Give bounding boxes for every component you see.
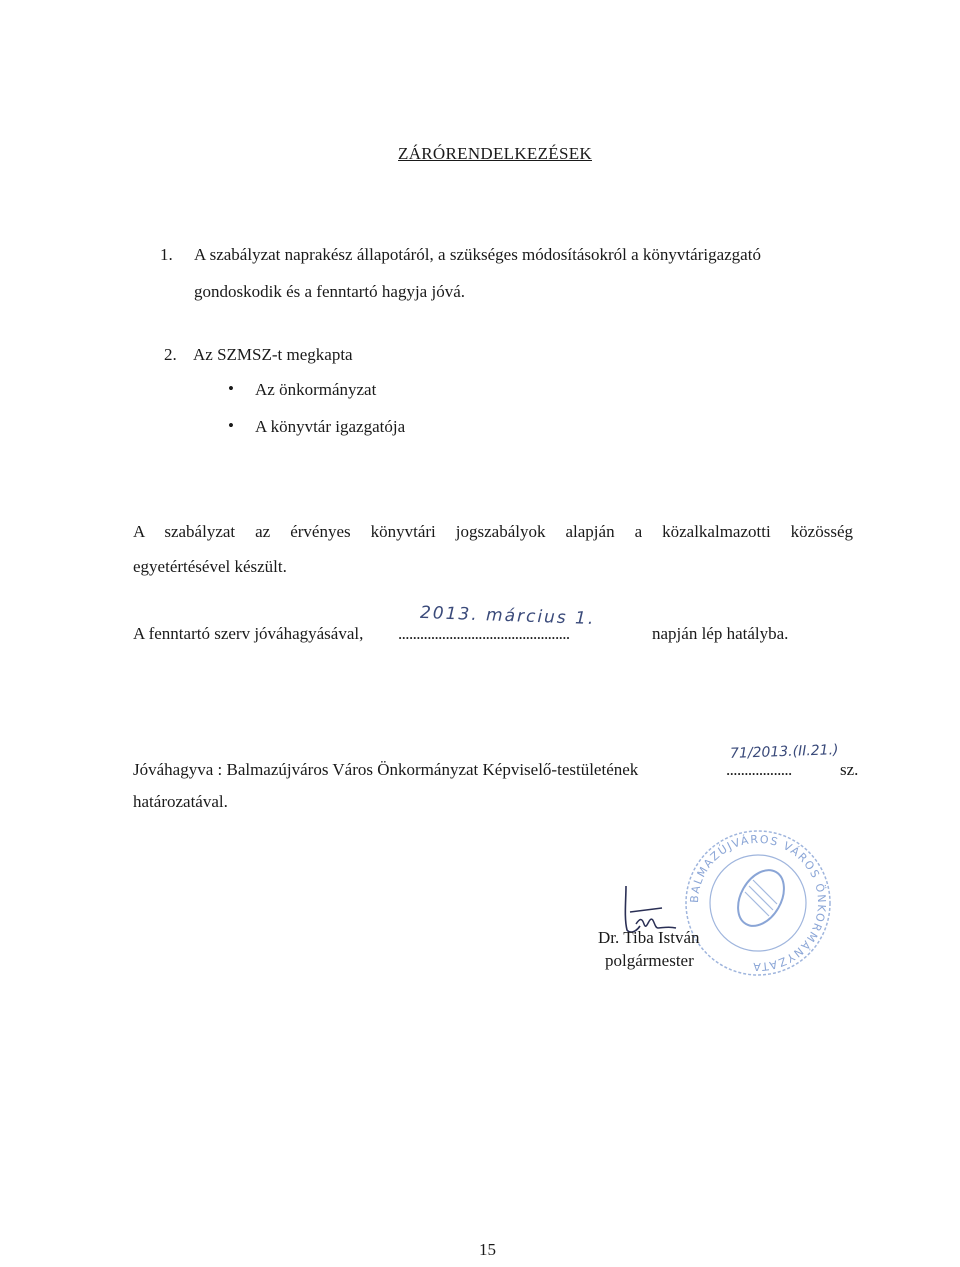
bullet-item-2: A könyvtár igazgatója <box>255 417 406 436</box>
approval-dots: .................. <box>726 760 792 779</box>
signatory-name: Dr. Tiba István <box>598 928 700 947</box>
bullet-dot-icon: • <box>228 416 234 435</box>
item-2-number: 2. <box>164 345 177 364</box>
paragraph-1-line-1: A szabályzat az érvényes könyvtári jogszabályok alapján a közalkalmazotti közösség <box>133 522 853 541</box>
handwritten-date: 2013. március 1. <box>419 602 596 630</box>
approval-line-1: Jóváhagyva : Balmazújváros Város Önkormányzat Képviselő-testületének <box>133 760 639 779</box>
approval-line-2: határozatával. <box>133 792 228 811</box>
item-1-line-1: A szabályzat naprakész állapotáról, a szükséges módosításokról a könyvtárigazgató <box>194 245 761 264</box>
effective-date-dots: ............................................... <box>398 624 570 643</box>
page-title: ZÁRÓRENDELKEZÉSEK <box>398 144 592 163</box>
official-stamp <box>683 828 833 978</box>
effective-date-prefix: A fenntartó szerv jóváhagyásával, <box>133 624 364 643</box>
page-number: 15 <box>479 1240 496 1259</box>
handwritten-resolution-number: 71/2013.(II.21.) <box>729 742 839 762</box>
item-1-line-2: gondoskodik és a fenntartó hagyja jóvá. <box>194 282 465 301</box>
item-2-text: Az SZMSZ-t megkapta <box>193 345 353 364</box>
svg-text:BALMAZÚJVÁROS VÁROS ÖNKORMÁNYZ: BALMAZÚJVÁROS VÁROS ÖNKORMÁNYZATA <box>687 832 829 974</box>
effective-date-suffix: napján lép hatályba. <box>652 624 789 643</box>
bullet-dot-icon: • <box>228 379 234 398</box>
paragraph-1-line-2: egyetértésével készült. <box>133 557 287 576</box>
signatory-title: polgármester <box>605 951 694 970</box>
bullet-item-1: Az önkormányzat <box>255 380 377 399</box>
approval-suffix: sz. <box>840 760 859 779</box>
item-1-number: 1. <box>160 245 173 264</box>
